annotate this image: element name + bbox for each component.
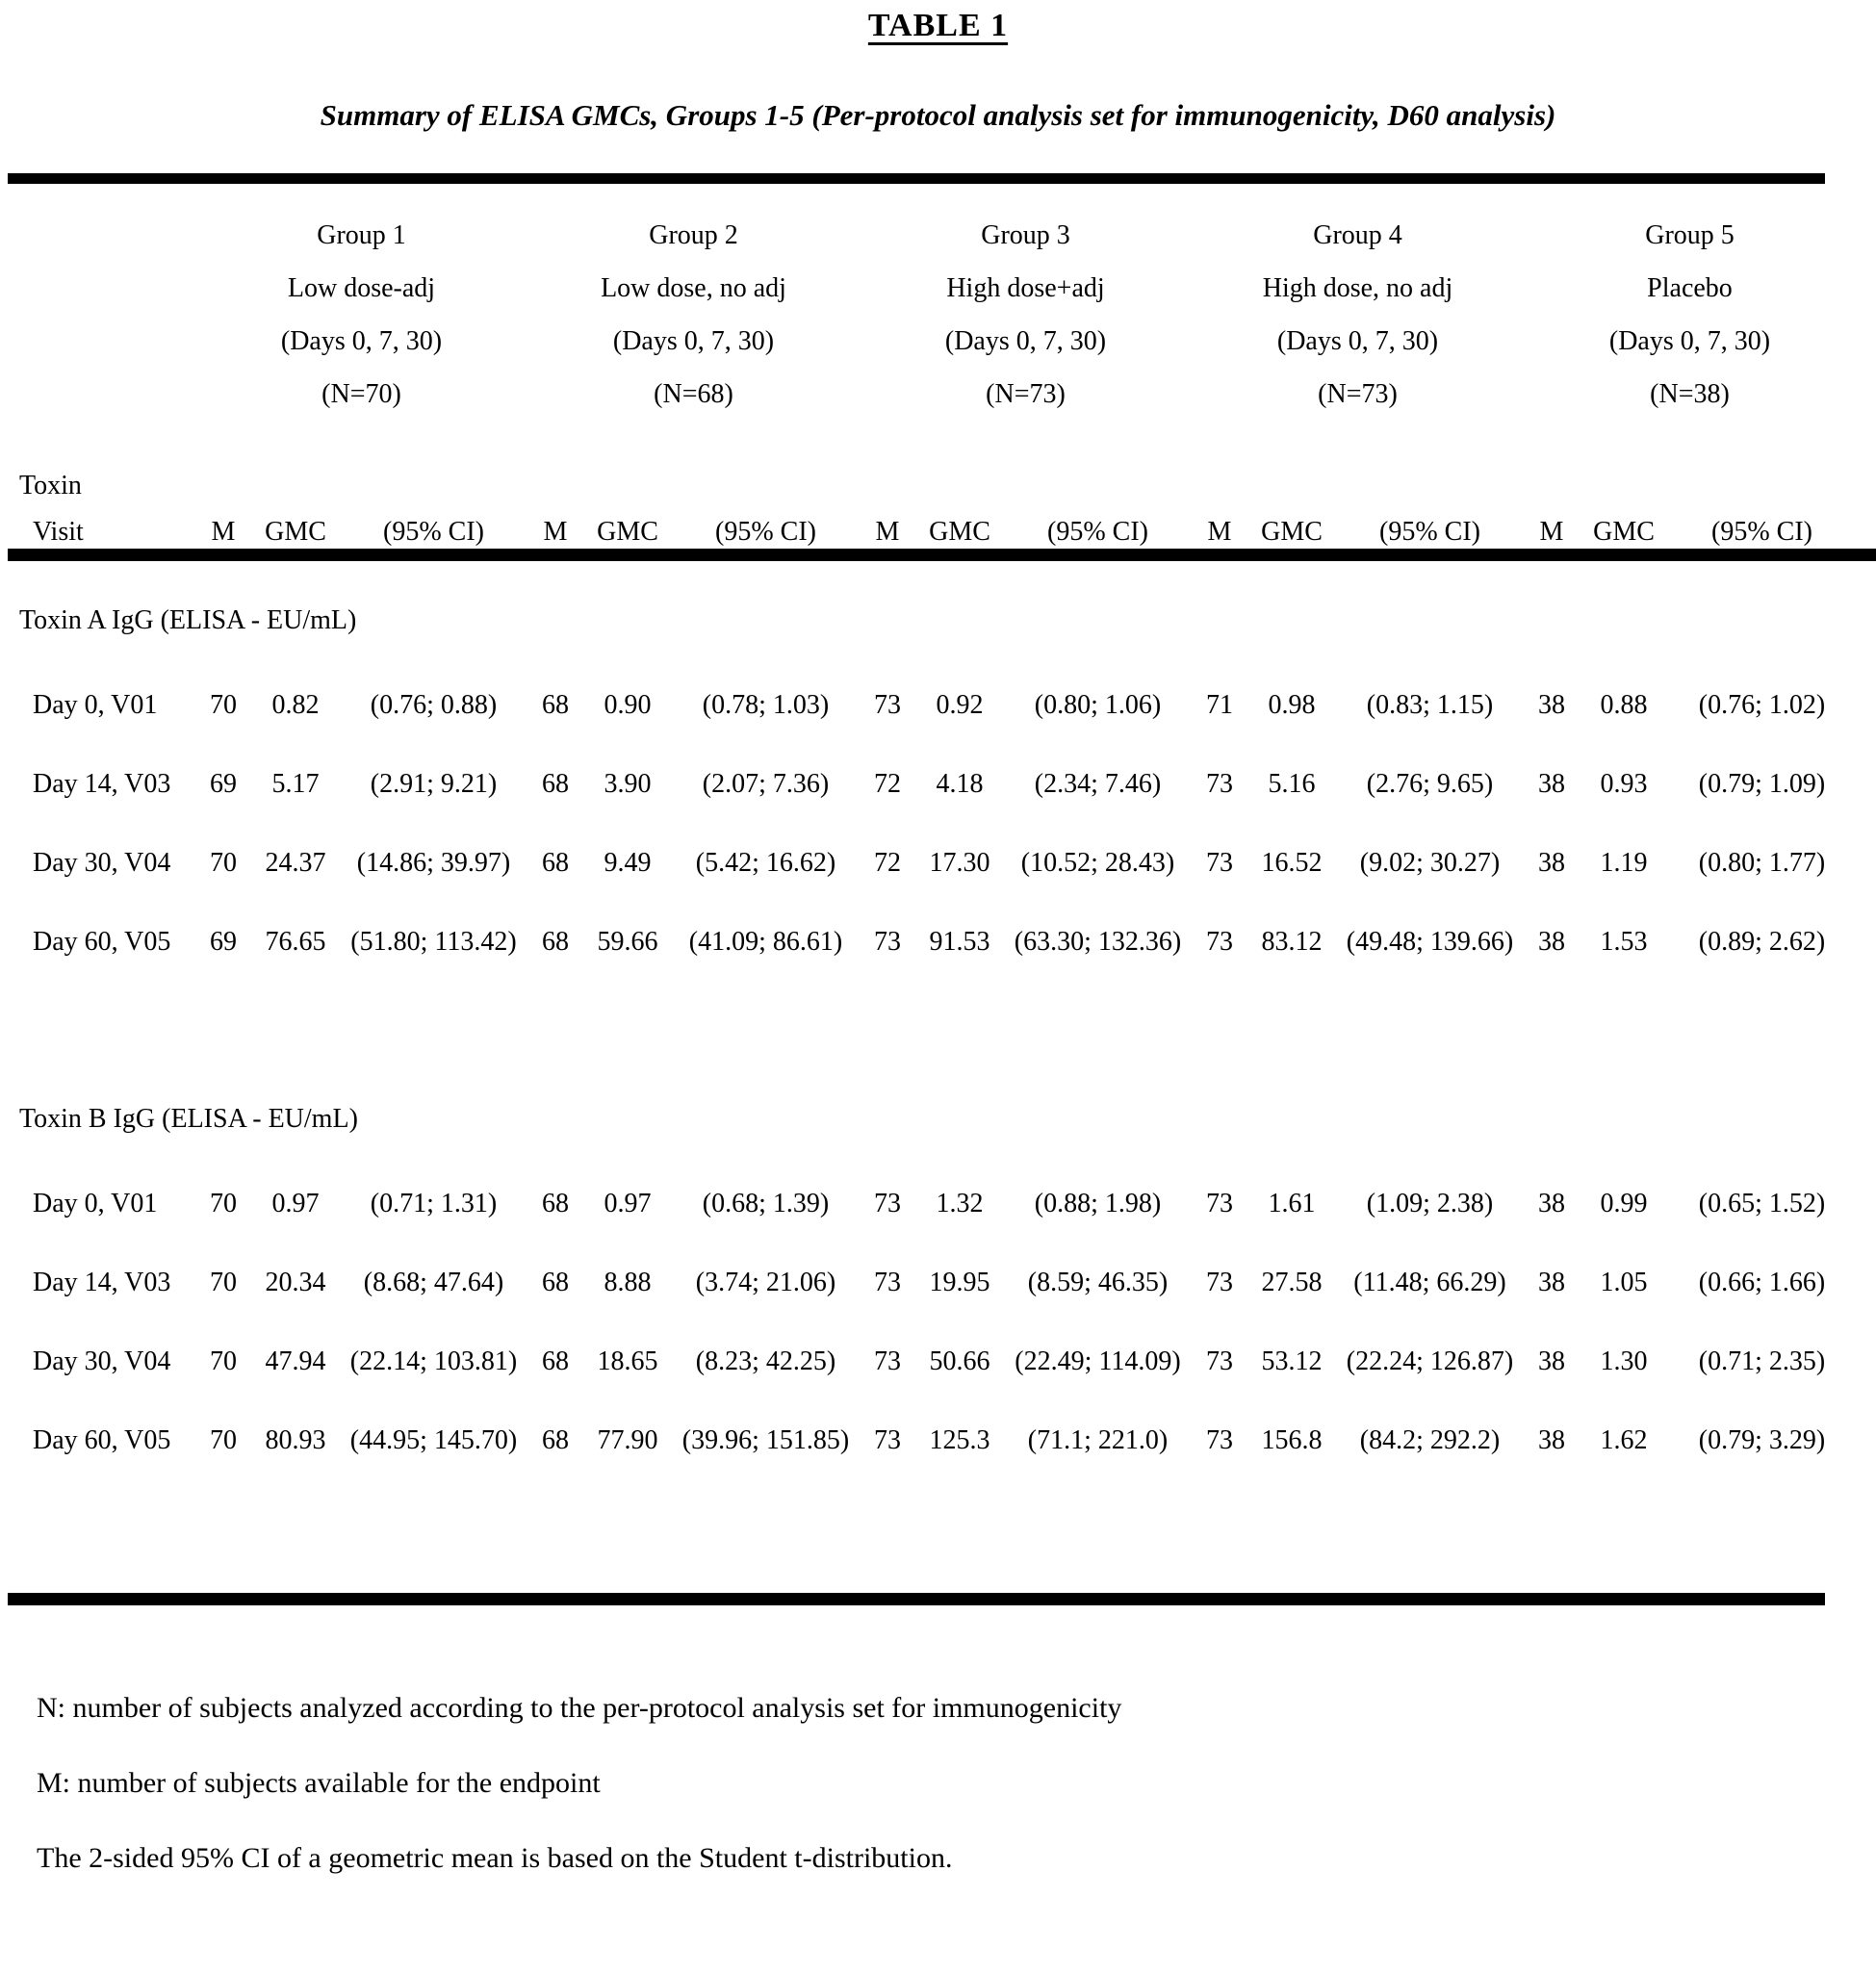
m-value: 38 — [1538, 1268, 1565, 1297]
gmc-value: 0.90 — [604, 690, 652, 720]
m-value: 38 — [1538, 1425, 1565, 1455]
group-days: (Days 0, 7, 30) — [612, 326, 775, 356]
gmc-value: 0.88 — [1600, 690, 1648, 720]
visit-cell: Day 30, V04 — [33, 848, 171, 878]
gmc-column-header: GMC — [597, 517, 658, 547]
gmc-value: 19.95 — [929, 1268, 990, 1297]
gmc-value: 1.05 — [1600, 1268, 1648, 1297]
group-dose: High dose+adj — [946, 273, 1105, 303]
ci-value: (8.68; 47.64) — [363, 1268, 504, 1297]
gmc-value: 18.65 — [597, 1346, 658, 1376]
section-label-toxin-b: Toxin B IgG (ELISA - EU/mL) — [19, 1104, 358, 1134]
ci-value: (84.2; 292.2) — [1359, 1425, 1501, 1455]
m-value: 73 — [874, 1268, 901, 1297]
group-name: Group 1 — [317, 220, 406, 250]
table-row — [8, 1189, 1876, 1219]
ci-value: (0.80; 1.06) — [1034, 690, 1162, 720]
m-value: 38 — [1538, 927, 1565, 957]
ci-value: (0.66; 1.66) — [1698, 1268, 1826, 1297]
gmc-value: 1.32 — [936, 1189, 984, 1218]
horizontal-rule-bottom — [8, 1593, 1825, 1605]
ci-value: (49.48; 139.66) — [1346, 927, 1514, 957]
table-row — [8, 848, 1876, 879]
gmc-value: 77.90 — [597, 1425, 658, 1455]
gmc-value: 5.17 — [271, 769, 320, 799]
group-n: (N=68) — [654, 379, 733, 409]
gmc-value: 0.93 — [1600, 769, 1648, 799]
ci-value: (3.74; 21.06) — [695, 1268, 836, 1297]
m-value: 73 — [1206, 1268, 1233, 1297]
m-value: 38 — [1538, 690, 1565, 720]
m-value: 72 — [874, 848, 901, 878]
visit-cell: Day 30, V04 — [33, 1346, 171, 1376]
group-name: Group 2 — [649, 220, 738, 250]
m-value: 73 — [1206, 848, 1233, 878]
group-days: (Days 0, 7, 30) — [1608, 326, 1771, 356]
gmc-value: 0.98 — [1268, 690, 1316, 720]
ci-value: (0.71; 1.31) — [370, 1189, 498, 1218]
m-value: 73 — [1206, 927, 1233, 957]
ci-column-header: (95% CI) — [383, 517, 484, 547]
gmc-value: 4.18 — [936, 769, 984, 799]
footnote-m: M: number of subjects available for the endpoint — [37, 1767, 601, 1799]
ci-value: (9.02; 30.27) — [1359, 848, 1501, 878]
table-row — [8, 769, 1876, 800]
ci-value: (2.07; 7.36) — [702, 769, 830, 799]
footnotes — [37, 1671, 1876, 1896]
gmc-column-header: GMC — [929, 517, 990, 547]
group-dose: Low dose-adj — [287, 273, 436, 303]
ci-value: (2.76; 9.65) — [1366, 769, 1494, 799]
group-name: Group 3 — [981, 220, 1070, 250]
gmc-value: 16.52 — [1261, 848, 1323, 878]
group-n: (N=73) — [1318, 379, 1398, 409]
gmc-value: 1.62 — [1600, 1425, 1648, 1455]
group-dose: High dose, no adj — [1262, 273, 1453, 303]
ci-value: (10.52; 28.43) — [1020, 848, 1175, 878]
gmc-value: 80.93 — [265, 1425, 326, 1455]
m-value: 69 — [210, 769, 237, 799]
ci-value: (51.80; 113.42) — [350, 927, 517, 957]
ci-value: (0.79; 1.09) — [1698, 769, 1826, 799]
group-days: (Days 0, 7, 30) — [944, 326, 1107, 356]
table-row — [8, 1425, 1876, 1456]
gmc-value: 50.66 — [929, 1346, 990, 1376]
ci-value: (0.80; 1.77) — [1698, 848, 1826, 878]
visit-column-header: Visit — [33, 517, 84, 547]
m-value: 72 — [874, 769, 901, 799]
ci-value: (22.49; 114.09) — [1015, 1346, 1181, 1376]
visit-cell: Day 60, V05 — [33, 1425, 171, 1455]
m-value: 70 — [210, 1425, 237, 1455]
gmc-value: 1.53 — [1600, 927, 1648, 957]
gmc-value: 8.88 — [604, 1268, 652, 1297]
group-dose: Low dose, no adj — [601, 273, 786, 303]
visit-cell: Day 0, V01 — [33, 690, 158, 720]
footnote-ci: The 2-sided 95% CI of a geometric mean is based on the Student t-distribution. — [37, 1842, 953, 1874]
group-header-spacer — [8, 209, 195, 421]
ci-column-header: (95% CI) — [1379, 517, 1480, 547]
m-value: 69 — [210, 927, 237, 957]
ci-value: (8.59; 46.35) — [1027, 1268, 1169, 1297]
table-row — [8, 1346, 1876, 1377]
group-2-header — [527, 209, 860, 421]
visit-cell: Day 14, V03 — [33, 769, 171, 799]
gmc-value: 59.66 — [597, 927, 658, 957]
m-value: 70 — [210, 1189, 237, 1218]
ci-value: (44.95; 145.70) — [349, 1425, 518, 1455]
m-value: 70 — [210, 1346, 237, 1376]
ci-column-header: (95% CI) — [715, 517, 816, 547]
m-value: 70 — [210, 848, 237, 878]
m-column-header: M — [543, 517, 568, 547]
group-name: Group 4 — [1313, 220, 1402, 250]
ci-column-header: (95% CI) — [1711, 517, 1812, 547]
visit-cell: Day 0, V01 — [33, 1189, 158, 1218]
ci-value: (2.91; 9.21) — [370, 769, 498, 799]
group-days: (Days 0, 7, 30) — [1276, 326, 1439, 356]
ci-value: (8.23; 42.25) — [695, 1346, 836, 1376]
m-value: 68 — [542, 927, 569, 957]
group-days: (Days 0, 7, 30) — [280, 326, 443, 356]
ci-value: (41.09; 86.61) — [688, 927, 843, 957]
ci-value: (63.30; 132.36) — [1014, 927, 1182, 957]
gmc-value: 125.3 — [929, 1425, 990, 1455]
group-4-header — [1192, 209, 1524, 421]
ci-value: (0.89; 2.62) — [1698, 927, 1826, 957]
gmc-value: 20.34 — [265, 1268, 326, 1297]
m-value: 38 — [1538, 769, 1565, 799]
m-value: 68 — [542, 848, 569, 878]
gmc-value: 76.65 — [265, 927, 326, 957]
gmc-value: 0.97 — [604, 1189, 652, 1218]
ci-value: (1.09; 2.38) — [1366, 1189, 1494, 1218]
gmc-value: 91.53 — [929, 927, 990, 957]
ci-value: (14.86; 39.97) — [356, 848, 511, 878]
gmc-value: 83.12 — [1261, 927, 1323, 957]
group-n: (N=73) — [986, 379, 1066, 409]
table-row — [8, 927, 1876, 958]
ci-value: (0.76; 1.02) — [1698, 690, 1826, 720]
m-value: 70 — [210, 1268, 237, 1297]
ci-value: (11.48; 66.29) — [1353, 1268, 1506, 1297]
column-header-row — [8, 517, 1876, 561]
ci-value: (22.14; 103.81) — [349, 1346, 518, 1376]
group-n: (N=38) — [1650, 379, 1730, 409]
horizontal-rule-top — [8, 173, 1825, 184]
m-value: 68 — [542, 1268, 569, 1297]
gmc-value: 156.8 — [1261, 1425, 1323, 1455]
visit-cell: Day 14, V03 — [33, 1268, 171, 1297]
ci-value: (71.1; 221.0) — [1027, 1425, 1169, 1455]
m-value: 68 — [542, 1189, 569, 1218]
visit-cell: Day 60, V05 — [33, 927, 171, 957]
ci-value: (0.78; 1.03) — [702, 690, 830, 720]
ci-value: (0.71; 2.35) — [1698, 1346, 1826, 1376]
m-value: 73 — [874, 927, 901, 957]
gmc-value: 1.61 — [1268, 1189, 1316, 1218]
ci-value: (39.96; 151.85) — [681, 1425, 850, 1455]
m-value: 68 — [542, 1346, 569, 1376]
m-value: 73 — [874, 690, 901, 720]
m-value: 38 — [1538, 848, 1565, 878]
m-value: 68 — [542, 690, 569, 720]
m-value: 73 — [1206, 1346, 1233, 1376]
gmc-value: 5.16 — [1268, 769, 1316, 799]
gmc-value: 24.37 — [265, 848, 326, 878]
ci-value: (2.34; 7.46) — [1034, 769, 1162, 799]
m-value: 68 — [542, 769, 569, 799]
m-value: 73 — [1206, 769, 1233, 799]
gmc-value: 0.92 — [936, 690, 984, 720]
ci-value: (0.83; 1.15) — [1366, 690, 1494, 720]
m-value: 68 — [542, 1425, 569, 1455]
m-column-header: M — [1539, 517, 1564, 547]
gmc-value: 1.19 — [1600, 848, 1648, 878]
m-value: 73 — [874, 1189, 901, 1218]
toxin-row-label: Toxin — [19, 471, 82, 500]
gmc-value: 3.90 — [604, 769, 652, 799]
m-column-header: M — [1207, 517, 1232, 547]
section-label-toxin-a: Toxin A IgG (ELISA - EU/mL) — [19, 605, 357, 635]
gmc-value: 0.82 — [271, 690, 320, 720]
ci-value: (0.68; 1.39) — [702, 1189, 830, 1218]
gmc-value: 47.94 — [265, 1346, 326, 1376]
group-n: (N=70) — [321, 379, 401, 409]
group-name: Group 5 — [1645, 220, 1735, 250]
group-dose: Placebo — [1647, 273, 1733, 303]
ci-value: (5.42; 16.62) — [695, 848, 836, 878]
m-value: 73 — [874, 1425, 901, 1455]
gmc-value: 0.97 — [271, 1189, 320, 1218]
m-value: 73 — [1206, 1189, 1233, 1218]
ci-value: (0.79; 3.29) — [1698, 1425, 1826, 1455]
m-value: 70 — [210, 690, 237, 720]
gmc-column-header: GMC — [265, 517, 326, 547]
table-row — [8, 690, 1876, 721]
group-3-header — [860, 209, 1192, 421]
ci-value: (0.65; 1.52) — [1698, 1189, 1826, 1218]
gmc-value: 0.99 — [1600, 1189, 1648, 1218]
m-value: 71 — [1206, 690, 1233, 720]
gmc-value: 17.30 — [929, 848, 990, 878]
group-1-header — [195, 209, 527, 421]
gmc-value: 27.58 — [1261, 1268, 1323, 1297]
ci-value: (22.24; 126.87) — [1346, 1346, 1514, 1376]
table-row — [8, 1268, 1876, 1298]
group-5-header — [1524, 209, 1856, 421]
m-value: 73 — [1206, 1425, 1233, 1455]
m-value: 38 — [1538, 1346, 1565, 1376]
m-column-header: M — [875, 517, 900, 547]
document-page — [0, 8, 1876, 1896]
group-header-row — [8, 209, 1876, 421]
gmc-value: 1.30 — [1600, 1346, 1648, 1376]
table-subtitle: Summary of ELISA GMCs, Groups 1-5 (Per-protocol analysis set for immunogenicity, D60 analysis) — [320, 98, 1556, 132]
m-value: 73 — [874, 1346, 901, 1376]
ci-value: (0.76; 0.88) — [370, 690, 498, 720]
footnote-n: N: number of subjects analyzed according to the per-protocol analysis set for immunogenicity — [37, 1692, 1122, 1724]
gmc-value: 9.49 — [604, 848, 652, 878]
ci-value: (0.88; 1.98) — [1034, 1189, 1162, 1218]
m-column-header: M — [211, 517, 236, 547]
table-title: TABLE 1 — [867, 8, 1009, 43]
ci-column-header: (95% CI) — [1047, 517, 1148, 547]
gmc-value: 53.12 — [1261, 1346, 1323, 1376]
m-value: 38 — [1538, 1189, 1565, 1218]
gmc-column-header: GMC — [1593, 517, 1655, 547]
gmc-column-header: GMC — [1261, 517, 1323, 547]
